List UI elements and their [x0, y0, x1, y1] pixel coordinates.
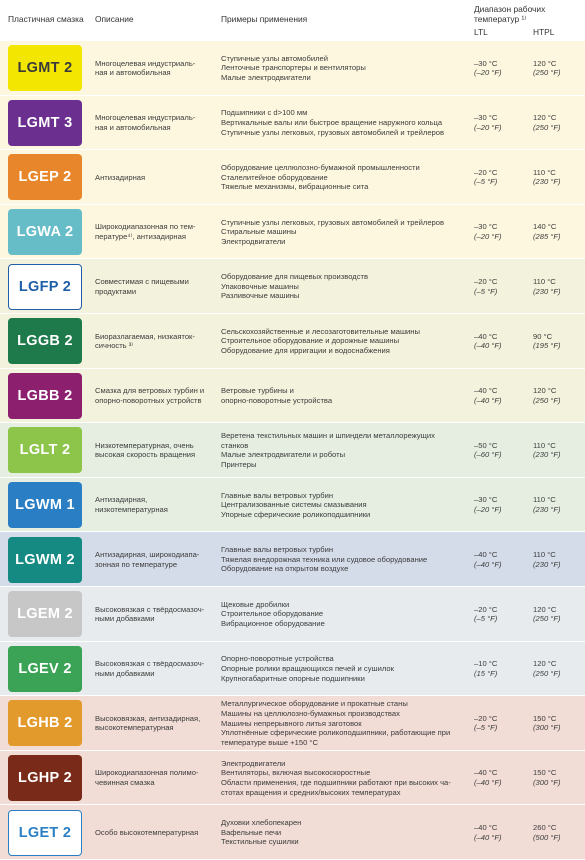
example-line: Ветровые турбины и — [221, 386, 294, 396]
htpl-value — [533, 768, 583, 787]
example-line: Вентиляторы, включая высокоскоростные — [221, 768, 371, 778]
htpl-value — [533, 59, 583, 78]
htpl-celsius: 120 °C — [533, 58, 557, 68]
example-line: Электродвигатели — [221, 236, 286, 246]
htpl-value — [533, 168, 583, 187]
example-line: стотах вращения и средних/высоких температурах — [221, 787, 401, 797]
htpl-celsius: 120 °C — [533, 386, 557, 396]
grease-description — [95, 173, 215, 183]
example-line: Сельскохозяйственные и лесозаготовительные машины — [221, 326, 420, 336]
table-row — [0, 586, 585, 641]
example-line: станков — [221, 440, 249, 450]
table-row — [0, 477, 585, 532]
ltl-celsius: –40 °C — [474, 331, 498, 341]
example-line: Духовки хлебопекарен — [221, 818, 302, 828]
htpl-fahrenheit: (300 °F) — [533, 778, 561, 788]
grease-examples — [221, 491, 471, 520]
ltl-value — [474, 823, 529, 842]
example-line: Упорные сферические роликоподшипники — [221, 509, 371, 519]
example-line: Веретена текстильных машин и шпиндели металлорежущих — [221, 431, 435, 441]
ltl-fahrenheit: (–40 °F) — [474, 832, 502, 842]
grease-badge: LGEP 2 — [8, 154, 82, 200]
example-line: Главные валы ветровых турбин — [221, 545, 334, 555]
grease-examples — [221, 699, 471, 747]
description-line: Многоцелевая индустриаль- — [95, 113, 196, 123]
description-line: Совместимая с пищевыми — [95, 277, 189, 287]
ltl-value — [474, 605, 529, 624]
grease-examples — [221, 431, 471, 469]
example-line: Крупногабаритные опорные подшипники — [221, 673, 365, 683]
table-row — [0, 313, 585, 368]
description-line: Высоковязкая с твёрдосмазоч- — [95, 604, 205, 614]
ltl-celsius: –50 °C — [474, 440, 498, 450]
htpl-value — [533, 495, 583, 514]
ltl-fahrenheit: (–40 °F) — [474, 341, 502, 351]
htpl-fahrenheit: (195 °F) — [533, 341, 561, 351]
htpl-value — [533, 277, 583, 296]
table-row — [0, 531, 585, 586]
grease-examples — [221, 818, 471, 847]
ltl-celsius: –30 °C — [474, 113, 498, 123]
grease-badge: LGHP 2 — [8, 755, 82, 801]
example-line: Оборудование на открытом воздухе — [221, 564, 349, 574]
htpl-fahrenheit: (300 °F) — [533, 723, 561, 733]
grease-examples — [221, 272, 471, 301]
ltl-value — [474, 332, 529, 351]
table-row — [0, 40, 585, 95]
table-row — [0, 422, 585, 477]
example-line: Металлургическое оборудование и прокатные станы — [221, 699, 408, 709]
grease-badge: LGGB 2 — [8, 318, 82, 364]
ltl-fahrenheit: (–5 °F) — [474, 723, 498, 733]
example-line: Подшипники с d>100 мм — [221, 108, 308, 118]
example-line: Вертикальные валы или быстрое вращение наружного кольца — [221, 118, 443, 128]
example-line: Тяжелая внедорожная техника или судовое оборудование — [221, 554, 428, 564]
grease-badge: LGWA 2 — [8, 209, 82, 255]
example-line: Сталелитейное оборудование — [221, 172, 328, 182]
example-line: Ступичные узлы автомобилей — [221, 53, 328, 63]
example-line: Опорные ролики вращающихся печей и сушилок — [221, 664, 394, 674]
grease-description — [95, 441, 215, 460]
ltl-value — [474, 386, 529, 405]
description-line: Широкодиапазонная по тем- — [95, 222, 196, 232]
example-line: Вибрационное оборудование — [221, 619, 325, 629]
ltl-celsius: –20 °C — [474, 604, 498, 614]
htpl-value — [533, 386, 583, 405]
ltl-celsius: –10 °C — [474, 659, 498, 669]
table-row — [0, 695, 585, 750]
ltl-fahrenheit: (–20 °F) — [474, 68, 502, 78]
grease-badge: LGWM 1 — [8, 482, 82, 528]
header-ltl: LTL — [474, 27, 488, 37]
example-line: Упаковочные машины — [221, 281, 299, 291]
grease-examples — [221, 108, 471, 137]
htpl-value — [533, 659, 583, 678]
header-examples: Примеры применения — [221, 14, 308, 24]
example-line: Строительное оборудование и дорожные машины — [221, 336, 400, 346]
header-htpl: HTPL — [533, 27, 555, 37]
ltl-value — [474, 59, 529, 78]
example-line: Стиральные машины — [221, 227, 297, 237]
header-description: Описание — [95, 14, 134, 24]
description-line: чевинная смазка — [95, 778, 155, 788]
htpl-celsius: 110 °C — [533, 550, 556, 560]
ltl-fahrenheit: (–5 °F) — [474, 286, 498, 296]
htpl-value — [533, 332, 583, 351]
example-line: Оборудование целлюлозно-бумажной промышленности — [221, 163, 420, 173]
ltl-value — [474, 495, 529, 514]
grease-description — [95, 495, 215, 514]
description-line: ными добавками — [95, 614, 155, 624]
table-row — [0, 641, 585, 696]
htpl-celsius: 120 °C — [533, 659, 557, 669]
description-line: Низкотемпературная, очень — [95, 440, 194, 450]
description-line: высокотемпературная — [95, 723, 174, 733]
grease-badge: LGFP 2 — [8, 264, 82, 310]
grease-examples — [221, 54, 471, 83]
htpl-fahrenheit: (250 °F) — [533, 668, 561, 678]
htpl-value — [533, 550, 583, 569]
htpl-fahrenheit: (230 °F) — [533, 286, 561, 296]
grease-description — [95, 113, 215, 132]
htpl-fahrenheit: (230 °F) — [533, 559, 561, 569]
description-line: высокая скорость вращения — [95, 450, 196, 460]
description-line: Особо высокотемпературная — [95, 827, 199, 837]
grease-badge: LGBB 2 — [8, 373, 82, 419]
example-line: Электродвигатели — [221, 758, 286, 768]
htpl-celsius: 120 °C — [533, 604, 557, 614]
htpl-fahrenheit: (230 °F) — [533, 505, 561, 515]
example-line: Малые электродвигатели — [221, 73, 311, 83]
htpl-fahrenheit: (250 °F) — [533, 395, 561, 405]
grease-examples — [221, 327, 471, 356]
example-line: Ленточные транспортеры и вентиляторы — [221, 63, 366, 73]
example-line: Ступичные узлы легковых, грузовых автомобилей и трейлеров — [221, 217, 445, 227]
description-line: Смазка для ветровых турбин и — [95, 386, 205, 396]
htpl-value — [533, 823, 583, 842]
htpl-fahrenheit: (250 °F) — [533, 614, 561, 624]
example-line: Принтеры — [221, 460, 257, 470]
ltl-fahrenheit: (–20 °F) — [474, 232, 502, 242]
htpl-celsius: 110 °C — [533, 440, 556, 450]
example-line: Области применения, где подшипники работают при высоких ча- — [221, 778, 451, 788]
example-line: Машины на целлюлозно-бумажных производствах — [221, 709, 400, 719]
header-grease: Пластичная смазка — [8, 14, 84, 24]
table-row — [0, 258, 585, 313]
grease-description — [95, 222, 215, 241]
ltl-value — [474, 277, 529, 296]
example-line: Опорно-поворотные устройства — [221, 654, 334, 664]
ltl-fahrenheit: (–20 °F) — [474, 122, 502, 132]
ltl-fahrenheit: (–5 °F) — [474, 614, 498, 624]
ltl-value — [474, 222, 529, 241]
ltl-fahrenheit: (–40 °F) — [474, 778, 502, 788]
table-row — [0, 368, 585, 423]
ltl-value — [474, 168, 529, 187]
htpl-fahrenheit: (250 °F) — [533, 68, 561, 78]
ltl-fahrenheit: (–5 °F) — [474, 177, 498, 187]
example-line: Ступичные узлы легковых, грузовых автомобилей и трейлеров — [221, 127, 445, 137]
grease-examples — [221, 759, 471, 797]
description-line: ная и автомобильная — [95, 68, 171, 78]
htpl-celsius: 140 °C — [533, 222, 557, 232]
htpl-value — [533, 605, 583, 624]
ltl-celsius: –30 °C — [474, 58, 498, 68]
grease-examples — [221, 386, 471, 405]
description-line: пературе⁴⁾, антизадирная — [95, 232, 186, 242]
ltl-fahrenheit: (–20 °F) — [474, 505, 502, 515]
description-line: опорно-поворотных устройств — [95, 395, 202, 405]
ltl-celsius: –30 °C — [474, 495, 498, 505]
htpl-fahrenheit: (230 °F) — [533, 450, 561, 460]
htpl-celsius: 90 °C — [533, 331, 553, 341]
ltl-celsius: –20 °C — [474, 713, 498, 723]
htpl-value — [533, 441, 583, 460]
grease-examples — [221, 600, 471, 629]
htpl-value — [533, 714, 583, 733]
grease-badge: LGET 2 — [8, 810, 82, 856]
ltl-celsius: –30 °C — [474, 222, 498, 232]
grease-badge: LGEV 2 — [8, 646, 82, 692]
ltl-fahrenheit: (–40 °F) — [474, 559, 502, 569]
table-row — [0, 750, 585, 805]
grease-description — [95, 659, 215, 678]
grease-description — [95, 59, 215, 78]
example-line: Строительное оборудование — [221, 609, 324, 619]
grease-examples — [221, 163, 471, 192]
example-line: Уплотнённые сферические роликоподшипники, работающие при — [221, 728, 451, 738]
htpl-value — [533, 222, 583, 241]
example-line: Оборудование для ирригации и водоснабжения — [221, 346, 390, 356]
grease-description — [95, 550, 215, 569]
htpl-celsius: 260 °C — [533, 823, 557, 833]
description-line: Высоковязкая, антизадирная, — [95, 713, 201, 723]
example-line: Вафельные печи — [221, 827, 282, 837]
description-line: зонная по температуре — [95, 559, 178, 569]
ltl-value — [474, 113, 529, 132]
example-line: Текстильные сушилки — [221, 837, 299, 847]
example-line: Разливочные машины — [221, 291, 300, 301]
grease-description — [95, 277, 215, 296]
ltl-celsius: –20 °C — [474, 167, 498, 177]
grease-badge: LGHB 2 — [8, 700, 82, 746]
description-line: сичность ³⁾ — [95, 341, 134, 351]
ltl-value — [474, 659, 529, 678]
description-line: Антизадирная, широкодиапа- — [95, 550, 200, 560]
htpl-celsius: 110 °C — [533, 167, 556, 177]
ltl-celsius: –40 °C — [474, 768, 498, 778]
example-line: Малые электродвигатели и роботы — [221, 450, 346, 460]
grease-badge: LGMT 3 — [8, 100, 82, 146]
table-row — [0, 149, 585, 204]
ltl-fahrenheit: (15 °F) — [474, 668, 498, 678]
grease-description — [95, 386, 215, 405]
grease-badge: LGWM 2 — [8, 537, 82, 583]
ltl-value — [474, 550, 529, 569]
description-line: Многоцелевая индустриаль- — [95, 58, 196, 68]
example-line: Машины непрерывного литья заготовок — [221, 718, 362, 728]
grease-description — [95, 332, 215, 351]
ltl-value — [474, 768, 529, 787]
ltl-fahrenheit: (–40 °F) — [474, 395, 502, 405]
htpl-fahrenheit: (285 °F) — [533, 232, 561, 242]
grease-badge: LGLT 2 — [8, 427, 82, 473]
table-header — [0, 0, 585, 42]
htpl-value — [533, 113, 583, 132]
ltl-celsius: –40 °C — [474, 823, 498, 833]
grease-examples — [221, 654, 471, 683]
description-line: ная и автомобильная — [95, 122, 171, 132]
example-line: опорно-поворотные устройства — [221, 395, 333, 405]
description-line: ными добавками — [95, 668, 155, 678]
htpl-celsius: 120 °C — [533, 113, 557, 123]
description-line: Высоковязкая с твёрдосмазоч- — [95, 659, 205, 669]
ltl-celsius: –40 °C — [474, 386, 498, 396]
htpl-fahrenheit: (250 °F) — [533, 122, 561, 132]
htpl-celsius: 150 °C — [533, 713, 557, 723]
description-line: низкотемпературная — [95, 505, 168, 515]
grease-examples — [221, 545, 471, 574]
description-line: Антизадирная — [95, 172, 146, 182]
example-line: Тяжелые механизмы, вибрационные сита — [221, 182, 369, 192]
table-row — [0, 204, 585, 259]
ltl-celsius: –40 °C — [474, 550, 498, 560]
htpl-celsius: 110 °C — [533, 277, 556, 287]
example-line: Оборудование для пищевых производств — [221, 272, 369, 282]
htpl-fahrenheit: (230 °F) — [533, 177, 561, 187]
description-line: Антизадирная, — [95, 495, 148, 505]
ltl-value — [474, 714, 529, 733]
description-line: Биоразлагаемая, низкаяток- — [95, 331, 195, 341]
grease-description — [95, 828, 215, 838]
grease-description — [95, 768, 215, 787]
htpl-fahrenheit: (500 °F) — [533, 832, 561, 842]
grease-description — [95, 605, 215, 624]
grease-description — [95, 714, 215, 733]
table-row — [0, 95, 585, 150]
example-line: Централизованные системы смазывания — [221, 500, 367, 510]
description-line: Широкодиапазонная полимо- — [95, 768, 199, 778]
htpl-celsius: 110 °C — [533, 495, 556, 505]
grease-badge: LGEM 2 — [8, 591, 82, 637]
example-line: температуре выше +150 °C — [221, 737, 318, 747]
example-line: Щековые дробилки — [221, 599, 290, 609]
table-row — [0, 804, 585, 859]
htpl-celsius: 150 °C — [533, 768, 557, 778]
ltl-celsius: –20 °C — [474, 277, 498, 287]
grease-badge: LGMT 2 — [8, 45, 82, 91]
ltl-fahrenheit: (–60 °F) — [474, 450, 502, 460]
description-line: продуктами — [95, 286, 137, 296]
ltl-value — [474, 441, 529, 460]
header-temperature-range: Диапазон рабочих температур ¹⁾ — [474, 4, 546, 24]
grease-examples — [221, 218, 471, 247]
example-line: Главные валы ветровых турбин — [221, 490, 334, 500]
